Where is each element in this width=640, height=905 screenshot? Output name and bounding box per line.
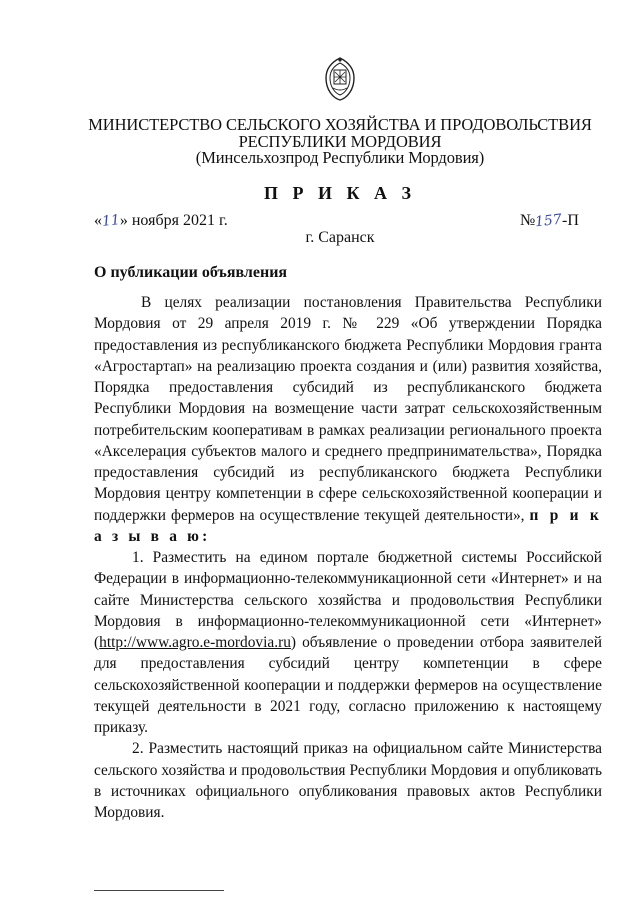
document-body: [94, 292, 602, 823]
ministry-name-line1: МИНИСТЕРСТВО СЕЛЬСКОГО ХОЗЯЙСТВА И ПРОДОВОЛЬСТВИЯ: [88, 115, 592, 134]
item-2-text: 2. Разместить настоящий приказ на официальном сайте Министерства сельского хозяйства и продовольствия Республики Мордовия и опубликовать в источниках официального опубликования правовых актов Республики Мордовия.: [94, 740, 602, 821]
preamble-text: В целях реализации постановления Правительства Республики Мордовия от 29 апреля 2019 г. № 229 «Об утверждении Порядка предоставления из республиканского бюджета Республики Мордовия гранта «Агростартап» на реализацию проекта создания и (или) развития хозяйства, Порядка предоставления субсидий из республиканского бюджета Республики Мордовия на возмещение части затрат сельскохозяйственным потребительским кооперативам в рамках реализации регионального проекта «Акселерация субъектов малого и среднего предпринимательства», Порядка предоставления субсидий из республиканского бюджета Республики Мордовия центру компетенции в сфере сельскохозяйственной кооперации и поддержки фермеров на осуществление текущей деятельности»,: [94, 294, 602, 524]
footer-divider: [94, 890, 224, 891]
document-number: [520, 212, 579, 230]
item-1-text-end: ) объявление о проведении отбора заявителей для предоставления субсидий центру компетенции в сфере сельскохозяйственной кооперации и поддержки фермеров на осуществление текущей деятельности в 2021 году, согласно приложению к настоящему приказу.: [94, 634, 602, 736]
document-title: П Р И К А З: [263, 183, 417, 203]
date-open-quote: «: [94, 212, 102, 229]
ministry-short-name: (Минсельхозпрод Республики Мордовия): [195, 148, 485, 167]
document-subject: О публикации объявления: [94, 264, 288, 281]
number-suffix: -П: [562, 212, 579, 229]
preamble-paragraph: [94, 292, 602, 547]
coat-of-arms-icon: [323, 56, 357, 102]
item-2-paragraph: [94, 738, 602, 823]
ministry-website-link[interactable]: http://www.agro.e-mordovia.ru: [99, 634, 291, 651]
document-date: [94, 212, 228, 230]
date-day-handwritten: 11: [101, 212, 121, 230]
document-city: г. Саранск: [305, 229, 375, 246]
number-prefix: №: [520, 212, 536, 229]
number-handwritten: 157: [534, 211, 563, 231]
prikazyvayu-label: п р и к а з ы в а ю:: [94, 506, 602, 545]
date-rest: » ноября 2021 г.: [119, 212, 228, 229]
item-1-paragraph: [94, 547, 602, 738]
item-1-text-start: 1. Разместить на едином портале бюджетной системы Российской Федерации в информационно-телекоммуникационной сети «Интернет» и на сайте Министерства сельского хозяйства и продовольствия Республики Мордовия в информационно-телекоммуникационной сети «Интернет» (: [94, 549, 602, 651]
ministry-name-line2: РЕСПУБЛИКИ МОРДОВИЯ: [238, 132, 442, 151]
